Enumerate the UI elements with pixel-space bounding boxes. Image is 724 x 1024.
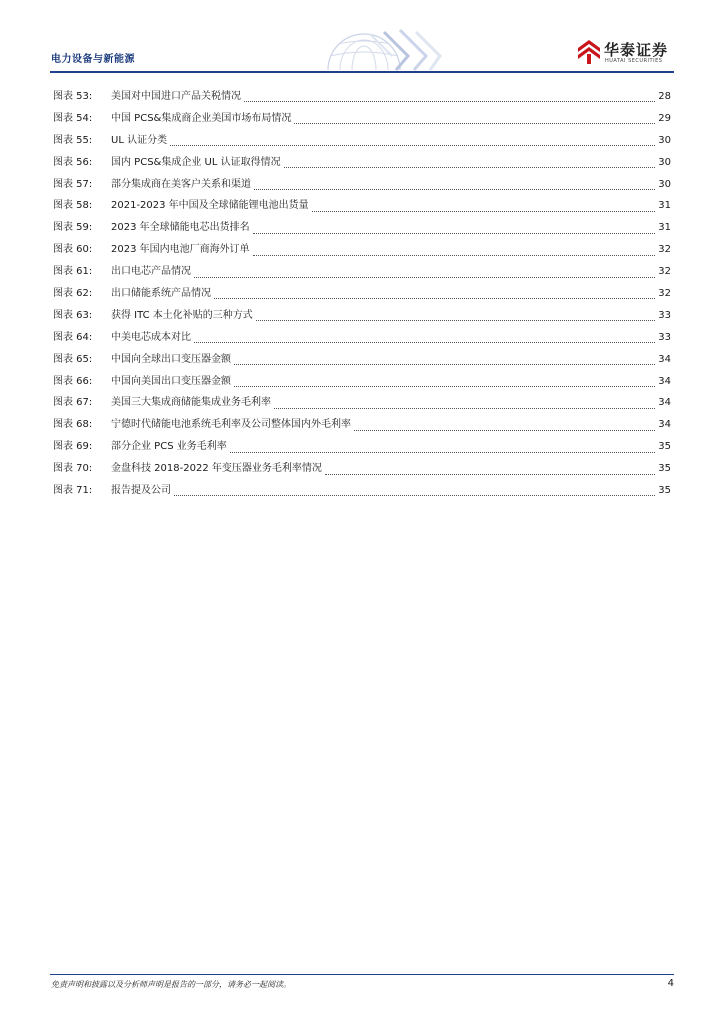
toc-entry-label: 图表 70: [53, 463, 93, 475]
toc-entry[interactable] [53, 196, 671, 218]
toc-entry[interactable] [53, 218, 671, 240]
toc-dot-leader [194, 276, 655, 278]
toc-entry-title: 获得 ITC 本土化补贴的三种方式 [111, 309, 253, 321]
toc-entry[interactable] [53, 306, 671, 328]
toc-entry-title: 中国向全球出口变压器金额 [111, 353, 231, 365]
toc-entry-page: 30 [658, 178, 671, 190]
toc-entry[interactable] [53, 175, 671, 197]
toc-dot-leader [244, 100, 655, 102]
toc-entry-page: 35 [658, 463, 671, 475]
toc-entry-title: 出口储能系统产品情况 [111, 288, 211, 300]
toc-entry-label: 图表 69: [53, 441, 93, 453]
toc-entry-label: 图表 61: [53, 266, 93, 278]
toc-entry[interactable] [53, 372, 671, 394]
toc-entry-label: 图表 53: [53, 91, 93, 102]
toc-entry-title: 中国向美国出口变压器金额 [111, 375, 231, 387]
footer-disclaimer: 免责声明和披露以及分析师声明是报告的一部分，请务必一起阅读。 [51, 980, 291, 989]
toc-entry-title: UL 认证分类 [111, 134, 168, 146]
toc-entry-page: 30 [658, 156, 671, 168]
toc-entry[interactable] [53, 350, 671, 372]
toc-entry-title: 部分企业 PCS 业务毛利率 [111, 441, 227, 453]
toc-entry-label: 图表 58: [53, 200, 93, 212]
logo-text-en: HUATAI SECURITIES [605, 58, 663, 64]
toc-entry-page: 33 [658, 309, 671, 321]
toc-entry-label: 图表 68: [53, 419, 93, 431]
toc-entry[interactable] [53, 262, 671, 284]
toc-dot-leader [194, 341, 655, 343]
globe-decoration-icon [300, 26, 450, 72]
toc-entry-title: 金盘科技 2018-2022 年变压器业务毛利率情况 [111, 463, 322, 475]
toc-dot-leader [312, 210, 655, 212]
header-divider [50, 71, 674, 73]
toc-dot-leader [214, 297, 655, 299]
toc-entry-page: 32 [658, 288, 671, 300]
toc-entry[interactable] [53, 284, 671, 306]
page-number: 4 [667, 978, 674, 989]
toc-entry[interactable] [53, 393, 671, 415]
toc-entry-page: 31 [658, 200, 671, 212]
toc-entry-label: 图表 65: [53, 353, 93, 365]
toc-entry-page: 30 [658, 134, 671, 146]
toc-dot-leader [354, 429, 655, 431]
toc-dot-leader [253, 254, 655, 256]
toc-entry-label: 图表 62: [53, 288, 93, 300]
toc-entry-title: 报告提及公司 [111, 485, 171, 497]
toc-entry-label: 图表 63: [53, 309, 93, 321]
toc-dot-leader [256, 319, 655, 321]
huatai-logo [578, 39, 678, 67]
toc-entry-page: 34 [658, 375, 671, 387]
toc-dot-leader [170, 144, 655, 146]
toc-dot-leader [254, 188, 655, 190]
toc-entry-page: 35 [658, 441, 671, 453]
toc-entry-title: 部分集成商在美客户关系和渠道 [111, 178, 251, 190]
toc-entry-page: 32 [658, 266, 671, 278]
toc-entry[interactable] [53, 459, 671, 481]
toc-entry-page: 34 [658, 353, 671, 365]
toc-entry-title: 2021-2023 年中国及全球储能锂电池出货量 [111, 200, 309, 212]
toc-entry[interactable] [53, 240, 671, 262]
toc-entry-title: 宁德时代储能电池系统毛利率及公司整体国内外毛利率 [111, 419, 351, 431]
toc-entry[interactable] [53, 437, 671, 459]
toc-entry-title: 美国三大集成商储能集成业务毛利率 [111, 397, 271, 409]
toc-entry-label: 图表 56: [53, 156, 93, 168]
toc-entry-label: 图表 60: [53, 244, 93, 256]
toc-dot-leader [253, 232, 655, 234]
toc-entry-label: 图表 66: [53, 375, 93, 387]
page-header [0, 0, 724, 80]
toc-entry-page: 33 [658, 331, 671, 343]
toc-entry[interactable] [53, 131, 671, 153]
toc-entry-label: 图表 55: [53, 134, 93, 146]
toc-entry-page: 31 [658, 222, 671, 234]
toc-dot-leader [174, 494, 655, 496]
toc-dot-leader [274, 407, 655, 409]
toc-entry-label: 图表 71: [53, 485, 93, 497]
toc-entry-label: 图表 57: [53, 178, 93, 190]
toc-entry-page: 34 [658, 419, 671, 431]
toc-entry-title: 2023 年全球储能电芯出货排名 [111, 222, 250, 234]
toc-entry-title: 出口电芯产品情况 [111, 266, 191, 278]
toc-entry-page: 34 [658, 397, 671, 409]
toc-entry[interactable] [53, 153, 671, 175]
toc-entry-page: 35 [658, 485, 671, 497]
toc-dot-leader [234, 385, 655, 387]
toc-entry-page: 28 [658, 91, 671, 102]
toc-entry-title: 2023 年国内电池厂商海外订单 [111, 244, 250, 256]
toc-entry-label: 图表 64: [53, 331, 93, 343]
toc-entry-title: 中国 PCS&集成商企业美国市场布局情况 [111, 112, 292, 124]
toc-entry[interactable] [53, 109, 671, 131]
toc-dot-leader [325, 473, 655, 475]
footer-divider [50, 974, 674, 975]
toc-entry[interactable] [53, 87, 671, 109]
toc-entry[interactable] [53, 328, 671, 350]
toc-dot-leader [230, 451, 655, 453]
logo-text-cn: 华泰证券 [604, 41, 669, 59]
huatai-logo-icon [578, 40, 600, 64]
toc-entry[interactable] [53, 415, 671, 437]
section-title: 电力设备与新能源 [51, 54, 135, 65]
toc-entry-label: 图表 54: [53, 112, 93, 124]
toc-entry-page: 29 [658, 112, 671, 124]
toc-dot-leader [234, 363, 655, 365]
toc-entry[interactable] [53, 481, 671, 503]
toc-entry-label: 图表 59: [53, 222, 93, 234]
toc-entry-page: 32 [658, 244, 671, 256]
figure-index-list [53, 87, 671, 503]
toc-entry-label: 图表 67: [53, 397, 93, 409]
toc-entry-title: 美国对中国进口产品关税情况 [111, 91, 241, 102]
toc-entry-title: 国内 PCS&集成企业 UL 认证取得情况 [111, 156, 281, 168]
toc-dot-leader [294, 122, 655, 124]
toc-entry-title: 中美电芯成本对比 [111, 331, 191, 343]
toc-dot-leader [284, 166, 655, 168]
